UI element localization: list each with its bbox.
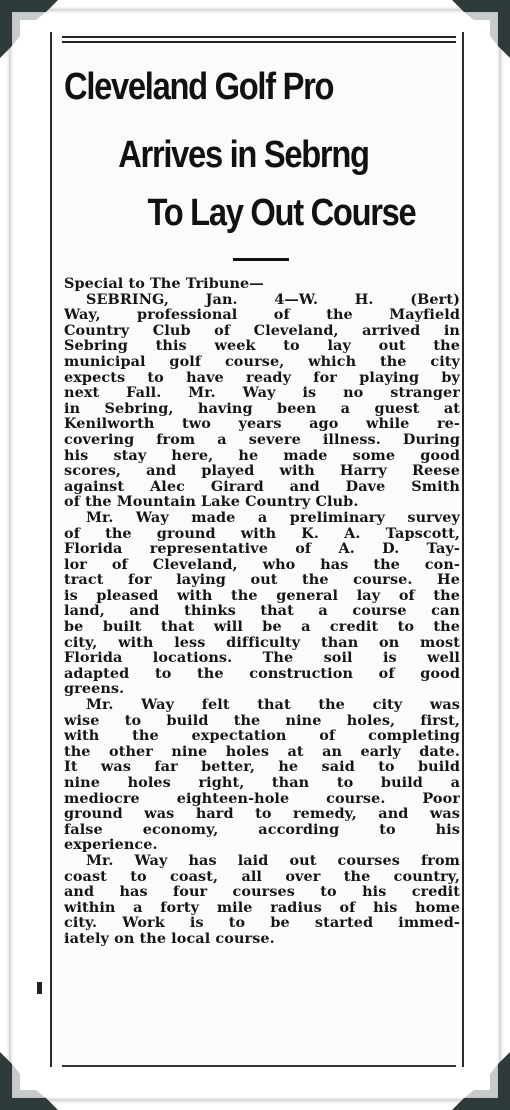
article-line: next Fall. Mr. Way is no stranger <box>64 385 460 401</box>
article-line: his stay here, he made some good <box>64 447 460 464</box>
article-line: Sebring this week to lay out the <box>64 338 460 354</box>
headline-divider <box>233 258 289 261</box>
article-line: against Alec Girard and Dave Smith <box>64 478 460 495</box>
article-line: wise to build the nine holes, first, <box>64 712 460 729</box>
article-line: nine holes right, than to build a <box>64 775 460 791</box>
article-line: Country Club of Cleveland, arrived in <box>64 322 460 339</box>
article-line: scores, and played with Harry Reese <box>64 463 460 479</box>
headline-line: Cleveland Golf Pro <box>64 66 334 108</box>
article-line: Mr. Way has laid out courses from <box>86 852 460 869</box>
article-line: within a forty mile radius of his home <box>64 899 460 916</box>
top-rule <box>62 36 456 38</box>
article-line: expects to have ready for playing by <box>64 369 460 386</box>
article-line: greens. <box>64 681 125 698</box>
article-line: city, with less difficulty than on most <box>64 634 460 651</box>
article-line: lor of Cleveland, who has the con- <box>64 556 460 573</box>
article-line: tract for laying out the course. He <box>64 572 460 588</box>
article-line: adapted to the construction of good <box>64 665 460 682</box>
article-line: city. Work is to be started immed- <box>64 915 460 931</box>
headline-line: To Lay Out Course <box>147 192 416 234</box>
article-line: of the ground with K. A. Tapscott, <box>64 525 460 542</box>
article-line: and has four courses to his credit <box>64 884 460 900</box>
article-line: It was far better, he said to build <box>64 759 460 775</box>
newspaper-clipping <box>50 32 464 1067</box>
article-line: mediocre eighteen-hole course. Poor <box>64 790 460 807</box>
article-line: land, and thinks that a course can <box>64 603 460 620</box>
article-body <box>64 276 460 947</box>
article-line: Florida locations. The soil is well <box>64 650 460 666</box>
article-line: ground was hard to remedy, and was <box>64 806 460 822</box>
article-line: false economy, according to his <box>64 821 460 838</box>
article-line: Mr. Way made a preliminary survey <box>86 509 460 526</box>
article-line: Kenilworth two years ago while re- <box>64 416 460 432</box>
bottom-rule <box>62 1065 456 1067</box>
article-line: municipal golf course, which the city <box>64 353 460 370</box>
article-line: the other nine holes at an early date. <box>64 743 460 760</box>
article-line: Way, professional of the Mayfield <box>64 307 460 323</box>
margin-mark <box>37 982 42 994</box>
article-line: SEBRING, Jan. 4—W. H. (Bert) <box>86 291 460 308</box>
article-line: of the Mountain Lake Country Club. <box>64 494 359 510</box>
article-line: in Sebring, having been a guest at <box>64 400 460 417</box>
article-line: coast to coast, all over the country, <box>64 868 460 885</box>
article-line: experience. <box>64 837 158 853</box>
article-line: Mr. Way felt that the city was <box>86 697 460 713</box>
article-line: with the expectation of completing <box>64 728 460 744</box>
top-rule-double <box>62 41 456 43</box>
article-line: covering from a severe illness. During <box>64 431 460 448</box>
headline-line: Arrives in Sebrng <box>118 134 369 176</box>
article-line: Florida representative of A. D. Tay- <box>64 541 460 557</box>
article-line: Special to The Tribune— <box>64 276 264 292</box>
article-line: iately on the local course. <box>64 930 275 947</box>
article-line: be built that will be a credit to the <box>64 619 460 635</box>
article-line: is pleased with the general lay of the <box>64 587 460 604</box>
